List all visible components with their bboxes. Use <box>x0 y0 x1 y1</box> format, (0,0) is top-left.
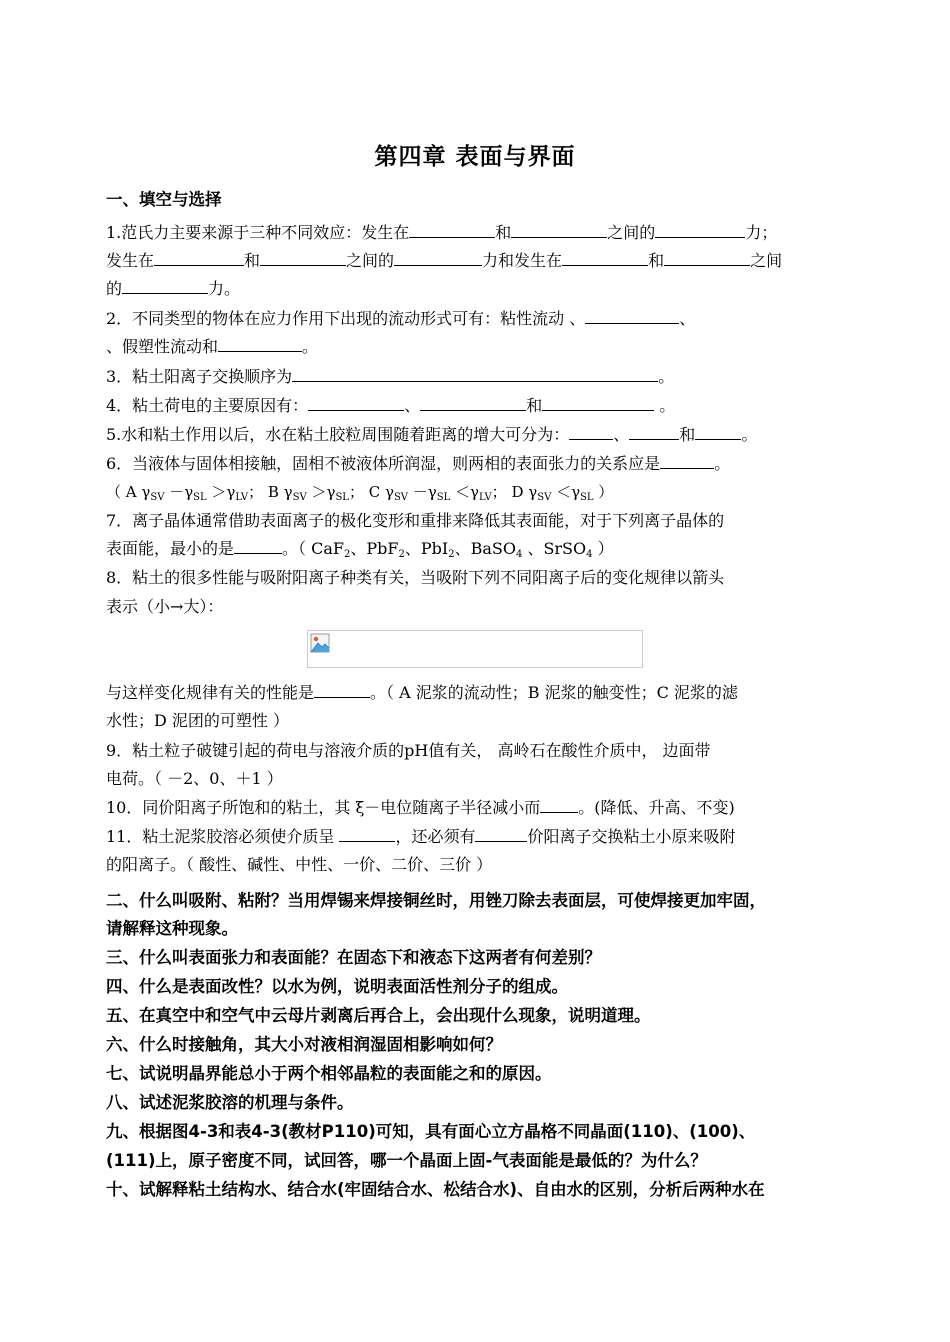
embedded-image-placeholder <box>307 630 643 668</box>
answer-blank <box>154 250 244 266</box>
question-2-line-1: 2．不同类型的物体在应力作用下出现的流动形式可有：粘性流动 、 、 <box>106 309 696 328</box>
section-7: 七、试说明晶界能总小于两个相邻晶粒的表面能之和的原因。 <box>106 1064 552 1083</box>
section-9-line-2: (111)上，原子密度不同，试回答，哪一个晶面上固-气表面能是最低的？为什么？ <box>106 1151 707 1170</box>
question-1-line-1: 1.范氏力主要来源于三种不同效应：发生在 和 之间的 力； <box>106 223 778 242</box>
section-8: 八、试述泥浆胶溶的机理与条件。 <box>106 1093 354 1112</box>
question-4: 4．粘土荷电的主要原因有： 、 和 。 <box>106 396 676 415</box>
question-3: 3．粘土阳离子交换顺序为 。 <box>106 367 675 386</box>
question-7-line-1: 7．离子晶体通常借助表面离子的极化变形和重排来降低其表面能，对于下列离子晶体的 <box>106 511 725 530</box>
question-1-line-2: 发生在 和 之间的 力和发生在 和 之间 <box>106 251 783 270</box>
section-5: 五、在真空中和空气中云母片剥离后再合上，会出现什么现象，说明道理。 <box>106 1006 651 1025</box>
answer-blank <box>420 395 526 411</box>
question-8-line-1: 8．粘土的很多性能与吸附阳离子种类有关，当吸附下列不同阳离子后的变化规律以箭头 <box>106 568 725 587</box>
answer-blank <box>260 250 346 266</box>
answer-blank <box>292 366 658 382</box>
broken-image-icon <box>310 633 330 653</box>
question-11-line-2: 的阳离子。（ 酸性、碱性、中性、一价、二价、三价 ） <box>106 855 493 874</box>
answer-blank <box>339 826 395 842</box>
answer-blank <box>585 308 679 324</box>
answer-blank <box>409 222 495 238</box>
question-9-line-2: 电荷。（ －2、0、＋1 ） <box>106 769 283 788</box>
section-10: 十、试解释粘土结构水、结合水(牢固结合水、松结合水)、自由水的区别，分析后两种水在 <box>106 1180 765 1199</box>
answer-blank <box>540 797 578 813</box>
question-5: 5.水和粘土作用以后，水在粘土胶粒周围随着距离的增大可分为： 、 和 。 <box>106 425 758 444</box>
question-8-line-3: 与这样变化规律有关的性能是 。（ A 泥浆的流动性；B 泥浆的触变性；C 泥浆的滤 <box>106 683 738 702</box>
section-3: 三、什么叫表面张力和表面能？在固态下和液态下这两者有何差别？ <box>106 948 601 967</box>
answer-blank <box>308 395 404 411</box>
section-2-line-1: 二、什么叫吸附、粘附？当用焊锡来焊接铜丝时，用锉刀除去表面层，可使焊接更加牢固， <box>106 891 766 910</box>
section-9-line-1: 九、根据图4-3和表4-3(教材P110)可知，具有面心立方晶格不同晶面(110)、(100)、 <box>106 1122 756 1141</box>
question-11-line-1: 11．粘土泥浆胶溶必须使介质呈 ，还必须有 价阳离子交换粘土小原来吸附 <box>106 827 736 846</box>
question-10: 10．同价阳离子所饱和的粘土，其 ξ－电位随离子半径减小而 。(降低、升高、不变) <box>106 798 735 817</box>
question-6-line-1: 6．当液体与固体相接触，固相不被液体所润湿，则两相的表面张力的关系应是 。 <box>106 454 731 473</box>
answer-blank <box>314 682 370 698</box>
question-6-options: （ A $\gamma_{SV} -\gamma_{SL} >\gamma_{LV}$； B $\gamma_{SV} >\gamma_{SL}$； C $\gamma_{SV} -\gamma_{SL} <\gamma_{LV}$； D $\gamma_{SV} <\gamma_{SL}$ ） <box>106 483 614 503</box>
section-2-line-2: 请解释这种现象。 <box>106 919 238 938</box>
answer-blank <box>475 826 527 842</box>
answer-blank <box>664 250 750 266</box>
answer-blank <box>122 278 208 294</box>
question-9-line-1: 9．粘土粒子破键引起的荷电与溶液介质的pH值有关， 高岭石在酸性介质中， 边面带 <box>106 741 711 760</box>
answer-blank <box>695 424 741 440</box>
question-8-line-4: 水性；D 泥团的可塑性 ） <box>106 711 290 730</box>
answer-blank <box>234 538 282 554</box>
answer-blank <box>655 222 745 238</box>
answer-blank <box>511 222 607 238</box>
page-title: 第四章 表面与界面 <box>374 144 576 170</box>
question-7-line-2: 表面能，最小的是 。（ CaF$_2$、PbF$_2$、PbI$_2$、BaSO$_4$ 、SrSO$_4$ ） <box>106 539 614 560</box>
answer-blank <box>562 250 648 266</box>
question-2-line-2: 、假塑性流动和 。 <box>106 337 319 356</box>
section-4: 四、什么是表面改性？以水为例，说明表面活性剂分子的组成。 <box>106 977 568 996</box>
answer-blank <box>394 250 482 266</box>
section-6: 六、什么时接触角，其大小对液相润湿固相影响如何？ <box>106 1035 502 1054</box>
question-8-line-2: 表示（小→大）： <box>106 597 224 616</box>
answer-blank <box>542 395 654 411</box>
answer-blank <box>660 453 714 469</box>
answer-blank <box>629 424 679 440</box>
section-heading-fill-in: 一、填空与选择 <box>106 190 222 209</box>
answer-blank <box>569 424 613 440</box>
answer-blank <box>218 336 302 352</box>
question-1-line-3: 的 力。 <box>106 279 241 298</box>
